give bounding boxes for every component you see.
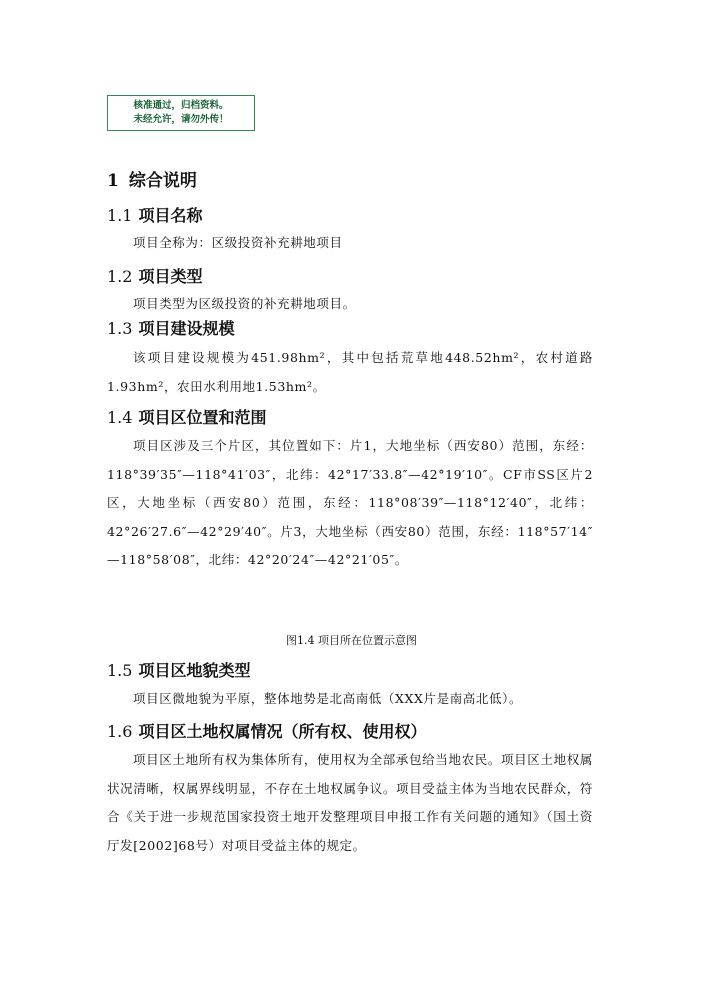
section-body-1-1: 项目全称为：区级投资补充耕地项目 <box>133 235 343 250</box>
section-number: 1.6 <box>107 722 133 741</box>
section-heading-1-6 <box>107 719 426 742</box>
stamp-line-1: 核准通过，归档资料。 <box>133 100 229 111</box>
section-title: 项目类型 <box>138 267 203 286</box>
chapter-number: 1 <box>107 171 119 191</box>
section-body-1-2: 项目类型为区级投资的补充耕地项目。 <box>133 296 356 311</box>
section-body-1-4: 项目区涉及三个片区，其位置如下：片1，大地坐标（西安80）范围，东经：118°39′35″—118°41′03″，北纬：42°17′33.8″—42°19′10″。CF市SS区片2区，大地坐标（西安80）范围，东经：118°08′39″—118°12′40″，北纬：42°26′27.6″—42°29′40″。片3，大地坐标（西安80）范围，东经：118°57′14″—118°58′08″，北纬：42°20′24″—42°21′05″。 <box>107 438 593 567</box>
stamp-line-2: 未经允许，请勿外传！ <box>133 114 229 125</box>
section-heading-1-1 <box>107 203 202 226</box>
chapter-heading <box>107 166 197 191</box>
section-title: 项目区位置和范围 <box>138 408 267 427</box>
figure-caption: 图1.4 项目所在位置示意图 <box>286 634 417 647</box>
section-title: 项目区地貌类型 <box>138 661 251 680</box>
section-title: 项目建设规模 <box>138 319 235 338</box>
section-number: 1.2 <box>107 267 133 286</box>
section-body-1-3: 该项目建设规模为451.98hm²，其中包括荒草地448.52hm²，农村道路1.93hm²，农田水利用地1.53hm²。 <box>107 350 593 394</box>
section-heading-1-2 <box>107 264 202 287</box>
section-number: 1.4 <box>107 408 133 427</box>
section-heading-1-4 <box>107 405 266 428</box>
section-number: 1.5 <box>107 661 133 680</box>
section-body-1-5: 项目区微地貌为平原，整体地势是北高南低（XXX片是南高北低）。 <box>133 691 523 706</box>
chapter-title: 综合说明 <box>128 171 197 191</box>
section-heading-1-3 <box>107 316 234 339</box>
section-title: 项目区土地权属情况（所有权、使用权） <box>138 722 427 741</box>
section-heading-1-5 <box>107 658 250 681</box>
section-title: 项目名称 <box>138 206 203 225</box>
approval-stamp <box>107 95 255 131</box>
section-number: 1.1 <box>107 206 133 225</box>
section-number: 1.3 <box>107 319 133 338</box>
section-body-1-6: 项目区土地所有权为集体所有，使用权为全部承包给当地农民。项目区土地权属状况清晰，权属界线明显，不存在土地权属争议。项目受益主体为当地农民群众，符合《关于进一步规范国家投资土地开发整理项目申报工作有关问题的通知》（国土资厅发[2002]68号）对项目受益主体的规定。 <box>107 752 593 853</box>
